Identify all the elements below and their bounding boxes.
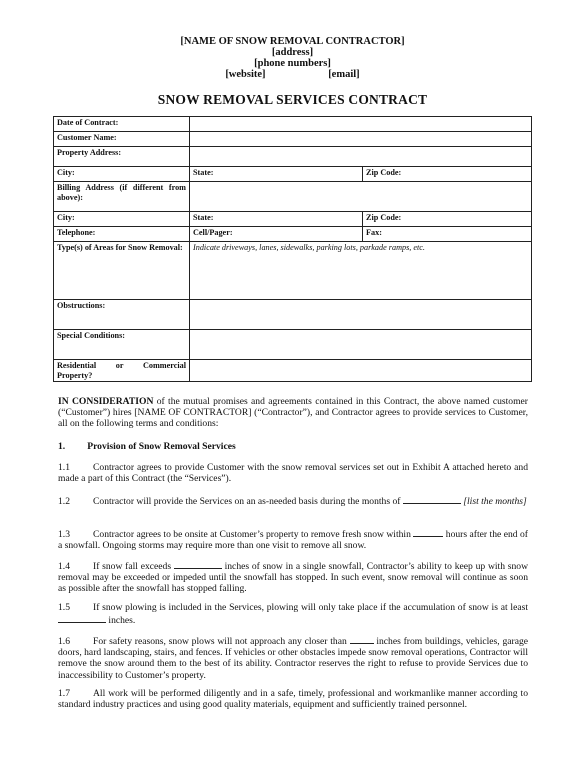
- accumulation-inches-blank[interactable]: [58, 613, 106, 623]
- document-title: SNOW REMOVAL SERVICES CONTRACT: [157, 92, 428, 107]
- areas-label: Type(s) of Areas for Snow Removal:: [54, 242, 190, 300]
- months-blank[interactable]: [403, 494, 461, 504]
- property-address-field[interactable]: [190, 147, 532, 167]
- hours-blank[interactable]: [413, 527, 443, 537]
- intro-lead: IN CONSIDERATION: [58, 396, 154, 407]
- clause-1-4: 1.4 If snow fall exceeds inches of snow in a single snowfall, Contractor’s ability to keep up with snow removal may be exceeded or impeded until the snowfall has stopped. In such event, snow removal will continue as soon as possible after the snowfall has stopped falling.: [58, 561, 529, 595]
- billing-address-field[interactable]: [190, 182, 532, 212]
- distance-inches-blank[interactable]: [350, 634, 374, 644]
- clause-1-1: 1.1 Contractor agrees to provide Customer with the snow removal services set out in Exhibit A attached hereto and made a part of this Contract (the “Services”).: [58, 462, 528, 485]
- state-label[interactable]: State:: [190, 167, 363, 182]
- fax-label[interactable]: Fax:: [363, 227, 532, 242]
- contractor-address: [address]: [271, 47, 314, 58]
- section-1-heading: 1. Provision of Snow Removal Services: [58, 441, 236, 452]
- clause-1-2: 1.2 Contractor will provide the Services on an as-needed basis during the months of [list the months]: [58, 496, 527, 507]
- contractor-name: [NAME OF SNOW REMOVAL CONTRACTOR]: [180, 36, 405, 47]
- property-type-label: Residential or Commercial Property?: [54, 360, 190, 382]
- date-of-contract-field[interactable]: [190, 117, 532, 132]
- special-conditions-label: Special Conditions:: [54, 330, 190, 360]
- letterhead: [0, 36, 585, 80]
- customer-name-field[interactable]: [190, 132, 532, 147]
- billing-address-label: Billing Address (if different from above):: [54, 182, 190, 212]
- contractor-phone: [phone numbers]: [254, 58, 331, 69]
- telephone-label[interactable]: Telephone:: [54, 227, 190, 242]
- intro-paragraph: [58, 396, 528, 430]
- areas-field[interactable]: Indicate driveways, lanes, sidewalks, parking lots, parkade ramps, etc.: [190, 242, 532, 300]
- clause-1-5: 1.5 If snow plowing is included in the Services, plowing will only take place if the accumulation of snow is at least inches.: [58, 602, 528, 627]
- contract-info-form: [53, 116, 532, 382]
- contractor-email: [email]: [328, 69, 360, 80]
- billing-zip-code-label[interactable]: Zip Code:: [363, 212, 532, 227]
- cell-pager-label[interactable]: Cell/Pager:: [190, 227, 363, 242]
- obstructions-field[interactable]: [190, 300, 532, 330]
- clause-1-7: 1.7 All work will be performed diligently and in a safe, timely, professional and workmanlike manner according to standard industry practices and using good quality materials, equipment and sufficiently trained personnel.: [58, 688, 528, 711]
- contractor-website: [website]: [225, 69, 266, 80]
- clause-1-3: 1.3 Contractor agrees to be onsite at Customer’s property to remove fresh snow within hours after the end of a snowfall. Ongoing storms may require more than one visit to remove all snow.: [58, 529, 528, 552]
- snowfall-inches-blank[interactable]: [174, 559, 222, 569]
- city-label[interactable]: City:: [54, 167, 190, 182]
- property-type-field[interactable]: [190, 360, 532, 382]
- special-conditions-field[interactable]: [190, 330, 532, 360]
- billing-city-label[interactable]: City:: [54, 212, 190, 227]
- date-of-contract-label: Date of Contract:: [54, 117, 190, 132]
- billing-state-label[interactable]: State:: [190, 212, 363, 227]
- section-1-title: Provision of Snow Removal Services: [87, 441, 236, 452]
- customer-name-label: Customer Name:: [54, 132, 190, 147]
- zip-code-label[interactable]: Zip Code:: [363, 167, 532, 182]
- obstructions-label: Obstructions:: [54, 300, 190, 330]
- intro-text: of the mutual promises and agreements contained in this Contract, the above named customer (“Customer”) hires [NAME OF CONTRACTOR] (“Contractor”), and Contractor agrees to provide services to Customer, all on the following terms and conditions:: [58, 396, 528, 430]
- property-address-label: Property Address:: [54, 147, 190, 167]
- clause-1-6: 1.6 For safety reasons, snow plows will not approach any closer than inches from buildings, vehicles, garage doors, hard landscaping, stairs, and fences. If vehicles or other obstacles impede snow removal operations, Contractor will remove the snow around them to the best of its ability. Contractor reserves the right to refuse to provide Services due to inaccessibility to Customer’s property.: [58, 636, 529, 681]
